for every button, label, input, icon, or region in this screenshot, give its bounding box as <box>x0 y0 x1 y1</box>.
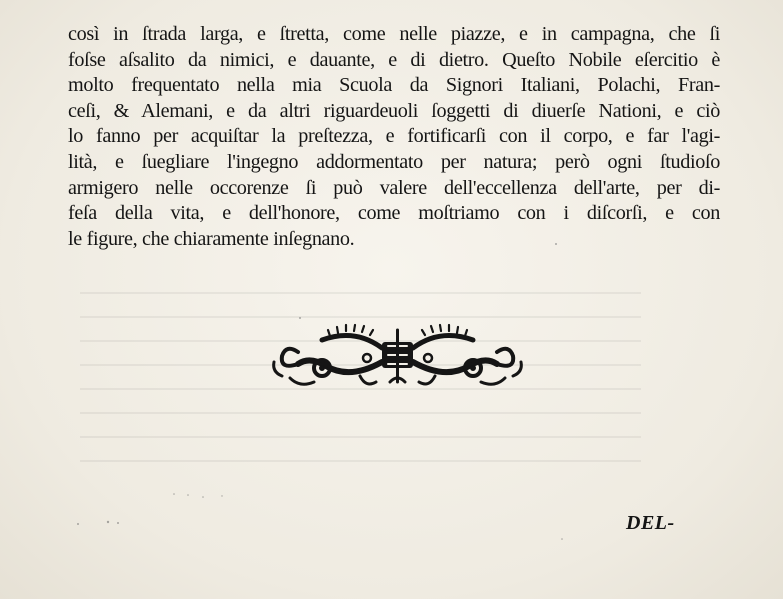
text-line: lo fanno per acquiſtar la preſtezza, e fortificarſi con il corpo, e far l'agi- <box>68 125 720 148</box>
text-line: feſa della vita, e dell'honore, come moſtriamo con i diſcorſi, e con <box>68 202 720 225</box>
text-line: armigero nelle occorenze ſi può valere dell'eccellenza dell'arte, per di- <box>68 176 720 199</box>
text-line: così in ſtrada larga, e ſtretta, come nelle piazze, e in campagna, che ſi <box>68 23 720 45</box>
text-line: le figure, che chiaramente inſegnano. <box>68 227 355 250</box>
text-line: molto frequentato nella mia Scuola da Signori Italiani, Polachi, Fran- <box>68 74 720 97</box>
body-text <box>68 22 720 252</box>
text-line: foſse aſsalito da nimici, e dauante, e di dietro. Queſto Nobile eſercitio è <box>68 48 720 71</box>
text-line: ceſi, & Alemani, e da altri riguardeuoli ſoggetti di diuerſe Nationi, e ciò <box>68 99 720 122</box>
fleuron-icon <box>270 322 525 394</box>
text-line: lità, e ſuegliare l'ingegno addormentato per natura; però ogni ſtudioſo <box>68 150 720 173</box>
catchword: DEL- <box>626 512 675 534</box>
